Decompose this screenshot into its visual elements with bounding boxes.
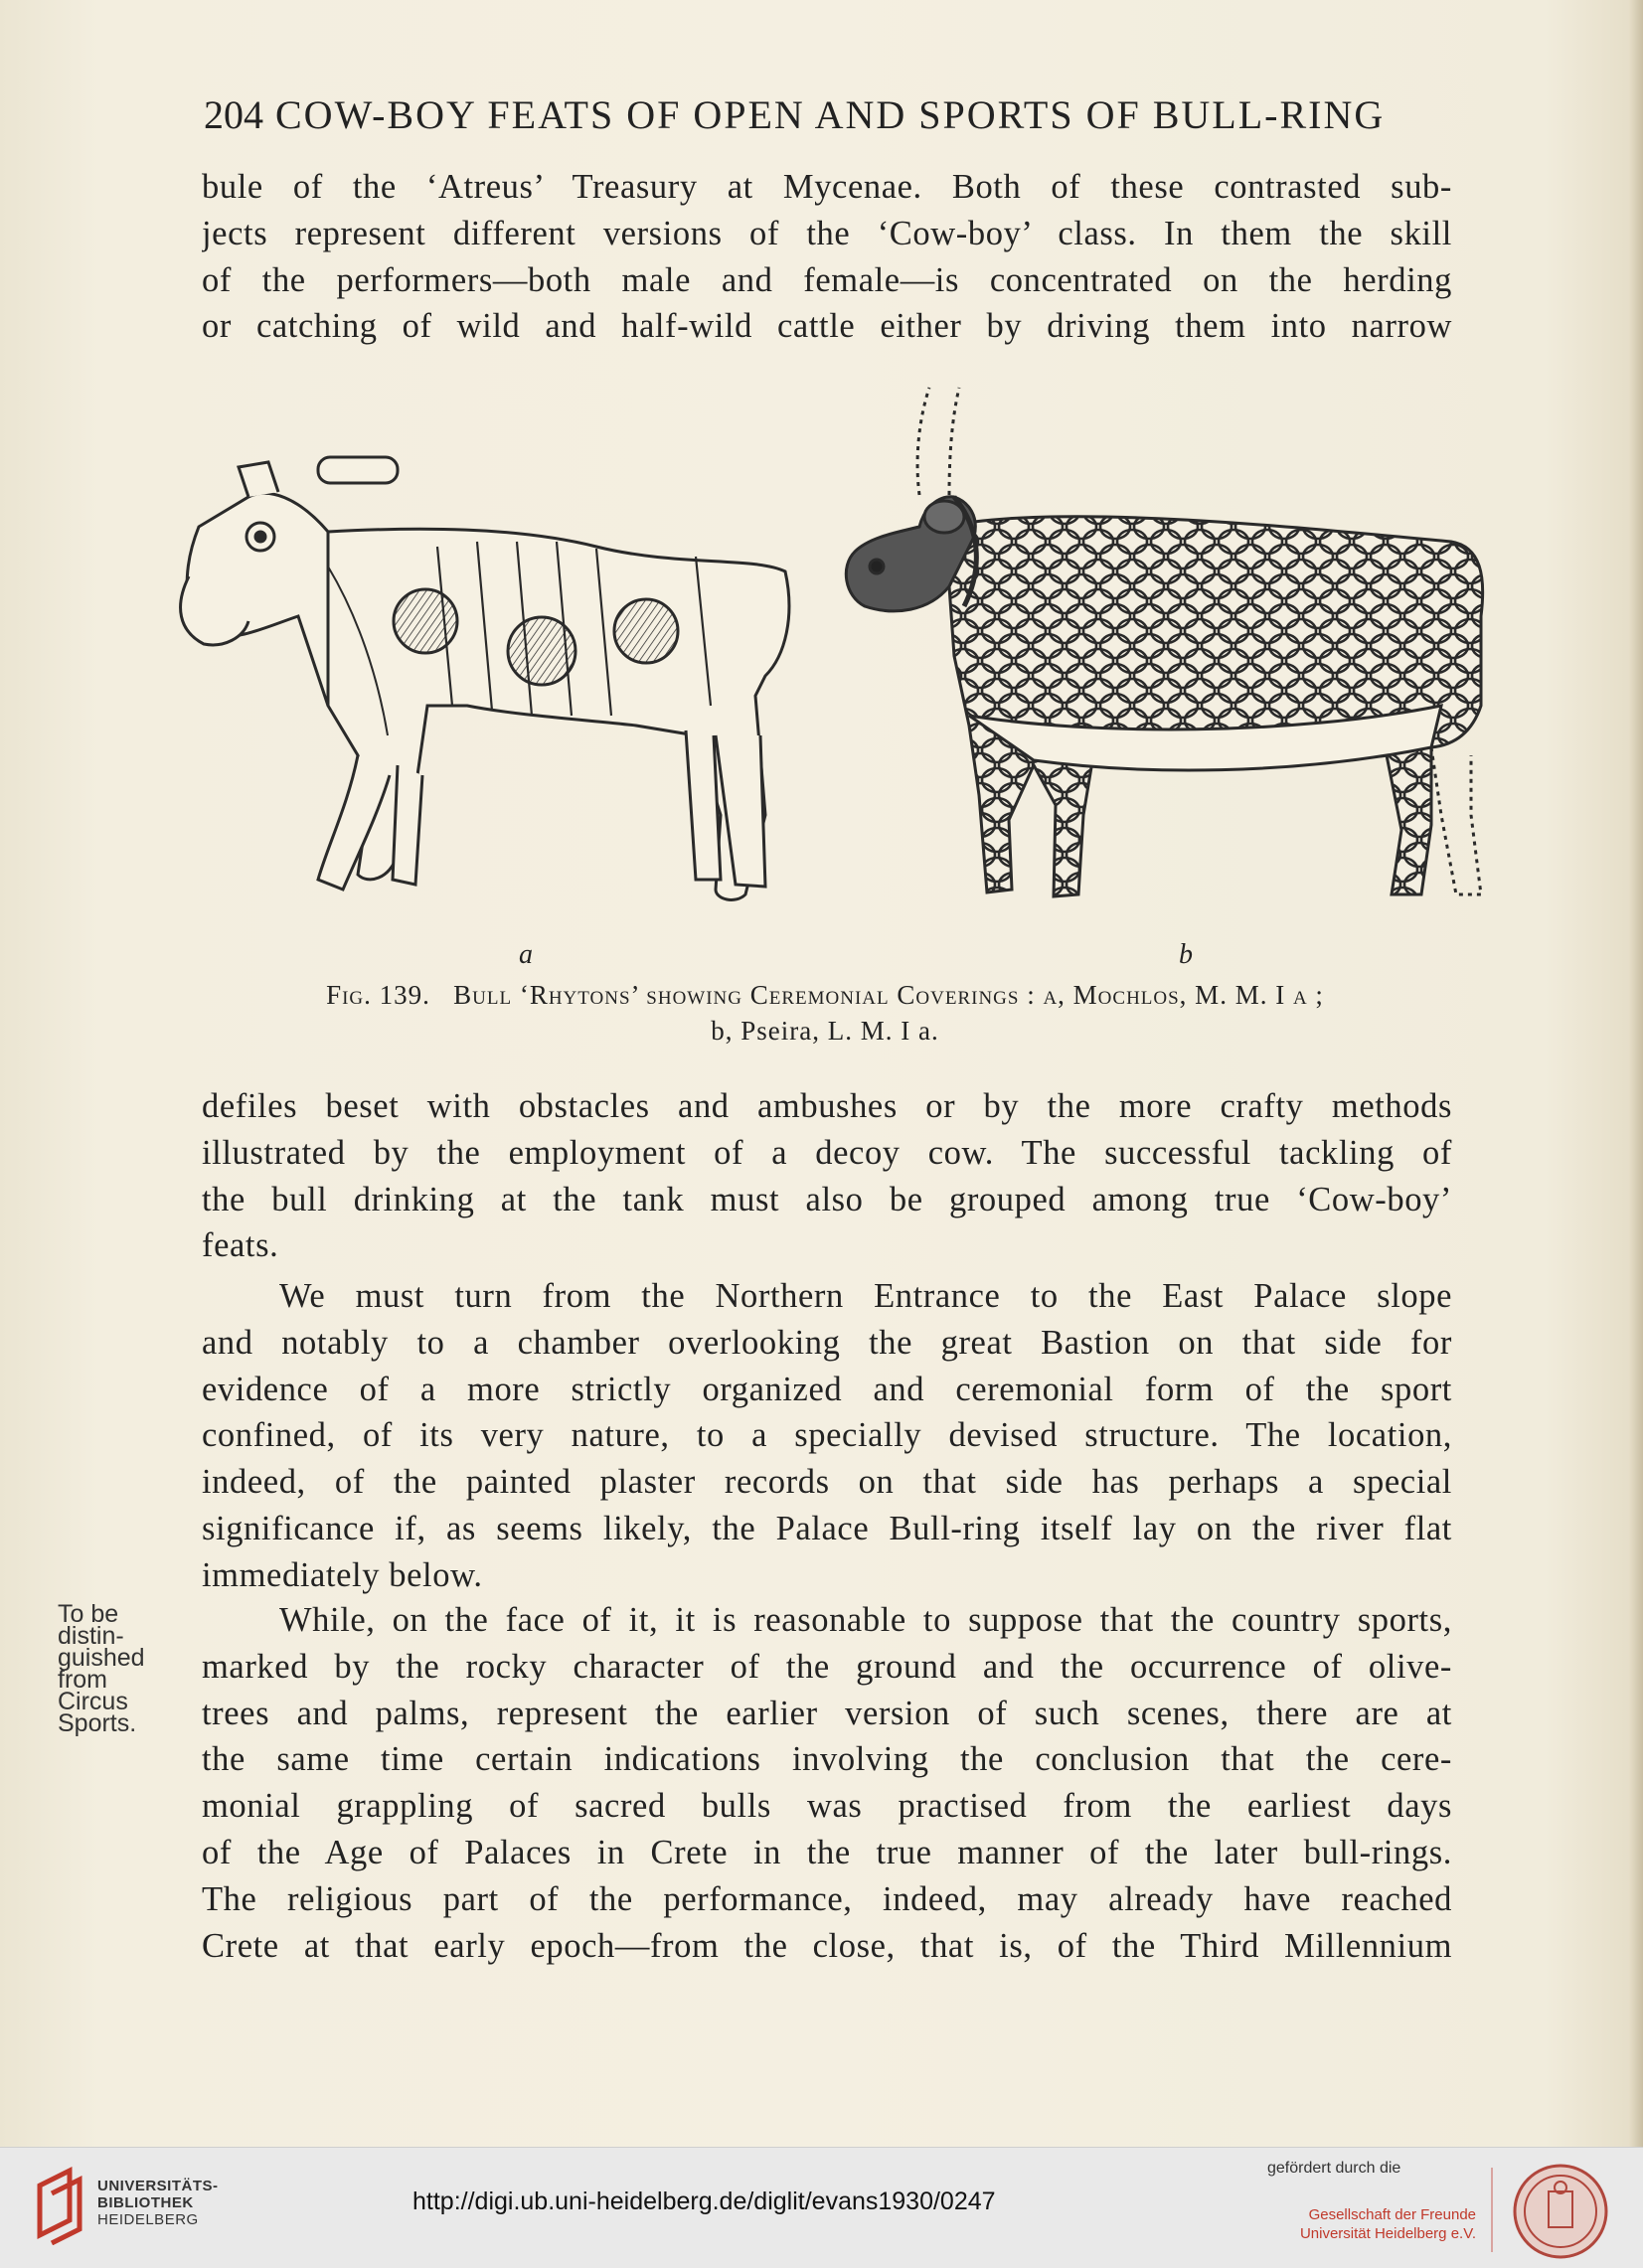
sponsor-name-line: Universität Heidelberg e.V. — [1299, 2225, 1476, 2242]
paragraph-2 — [202, 1083, 1452, 1269]
figure-caption-line-2: b, Pseira, L. M. I a. — [711, 1016, 939, 1046]
sponsor-label: gefördert durch die — [1267, 2160, 1401, 2177]
text-line: immediately below. — [202, 1555, 483, 1594]
text-line: or catching of wild and half-wild cattle either by driving them into narrow — [202, 307, 1452, 346]
text-line: defiles beset with obstacles and ambushes or by the more crafty methods — [202, 1087, 1452, 1125]
text-line: the same time certain indications involving the conclusion that the cere- — [202, 1740, 1452, 1779]
text-line: jects represent different versions of the ‘Cow-boy’ class. In them the skill — [202, 214, 1452, 252]
page-spine-edge — [1629, 0, 1643, 2147]
margin-note — [58, 1600, 187, 1737]
figure-number: Fig. 139. — [326, 980, 430, 1010]
margin-note-line: Circus — [58, 1688, 128, 1715]
text-line: of the Age of Palaces in Crete in the true manner of the later bull-rings. — [202, 1833, 1452, 1871]
university-library-logo-icon — [30, 2166, 87, 2245]
library-name-line: BIBLIOTHEK — [97, 2194, 194, 2211]
text-line: Crete at that early epoch—from the close, that is, of the Third Millennium — [202, 1926, 1452, 1965]
figure-139 — [0, 378, 1643, 974]
text-line: We must turn from the Northern Entrance to the East Palace slope — [279, 1277, 1452, 1315]
figure-label-a: a — [519, 939, 533, 970]
library-name — [97, 2178, 219, 2228]
sponsor-name-line: Gesellschaft der Freunde — [1308, 2206, 1476, 2223]
margin-note-line: distin- — [58, 1622, 124, 1650]
text-line: bule of the ‘Atreus’ Treasury at Mycenae. Both of these contrasted sub- — [202, 168, 1452, 206]
footer-bar — [0, 2147, 1643, 2268]
text-line: confined, of its very nature, to a specially devised structure. The location, — [202, 1416, 1452, 1455]
text-line: indeed, of the painted plaster records on that side has perhaps a special — [202, 1463, 1452, 1502]
permalink-url[interactable]: http://digi.ub.uni-heidelberg.de/diglit/evans1930/0247 — [412, 2187, 996, 2215]
text-line: trees and palms, represent the earlier version of such scenes, there are at — [202, 1694, 1452, 1732]
library-name-line: HEIDELBERG — [97, 2211, 199, 2228]
figure-label-b: b — [1179, 939, 1193, 970]
text-line: significance if, as seems likely, the Palace Bull-ring itself lay on the river flat — [202, 1509, 1452, 1547]
figure-caption-line-1 — [159, 977, 1491, 1013]
paragraph-4 — [202, 1597, 1452, 1969]
footer-divider — [1491, 2168, 1493, 2252]
text-line: monial grappling of sacred bulls was practised from the earliest days — [202, 1787, 1452, 1826]
running-title: COW-BOY FEATS OF OPEN AND SPORTS OF BULL-RING — [275, 92, 1386, 137]
text-line: and notably to a chamber overlooking the great Bastion on that side for — [202, 1323, 1452, 1362]
margin-note-line: guished — [58, 1644, 145, 1672]
text-line: feats. — [202, 1226, 279, 1265]
paragraph-3 — [202, 1273, 1452, 1599]
library-name-line: UNIVERSITÄTS- — [97, 2178, 219, 2194]
bull-rhyton-a — [181, 457, 789, 899]
running-head — [204, 91, 1456, 138]
margin-note-line: To be — [58, 1600, 119, 1628]
bull-rhytons-illustration — [0, 378, 1643, 934]
paragraph-1 — [202, 164, 1452, 350]
page-number: 204 — [204, 92, 263, 137]
text-line: evidence of a more strictly organized and ceremonial form of the sport — [202, 1370, 1452, 1408]
caption-text: Bull ‘Rhytons’ showing Ceremonial Coverings : a, Mochlos, M. M. I a ; — [453, 980, 1324, 1010]
bull-rhyton-b — [846, 388, 1482, 896]
text-line: of the performers—both male and female—is concentrated on the herding — [202, 260, 1452, 299]
text-line: the bull drinking at the tank must also be grouped among true ‘Cow-boy’ — [202, 1180, 1452, 1218]
text-line: The religious part of the performance, indeed, may already have reached — [202, 1879, 1452, 1918]
text-line: marked by the rocky character of the ground and the occurrence of olive- — [202, 1647, 1452, 1686]
sponsor-name — [1252, 2205, 1476, 2243]
text-line: illustrated by the employment of a decoy cow. The successful tackling of — [202, 1133, 1452, 1172]
text-line: While, on the face of it, it is reasonable to suppose that the country sports, — [279, 1601, 1452, 1639]
margin-note-line: from — [58, 1666, 107, 1694]
margin-note-line: Sports. — [58, 1709, 137, 1737]
university-seal-icon — [1511, 2162, 1610, 2261]
